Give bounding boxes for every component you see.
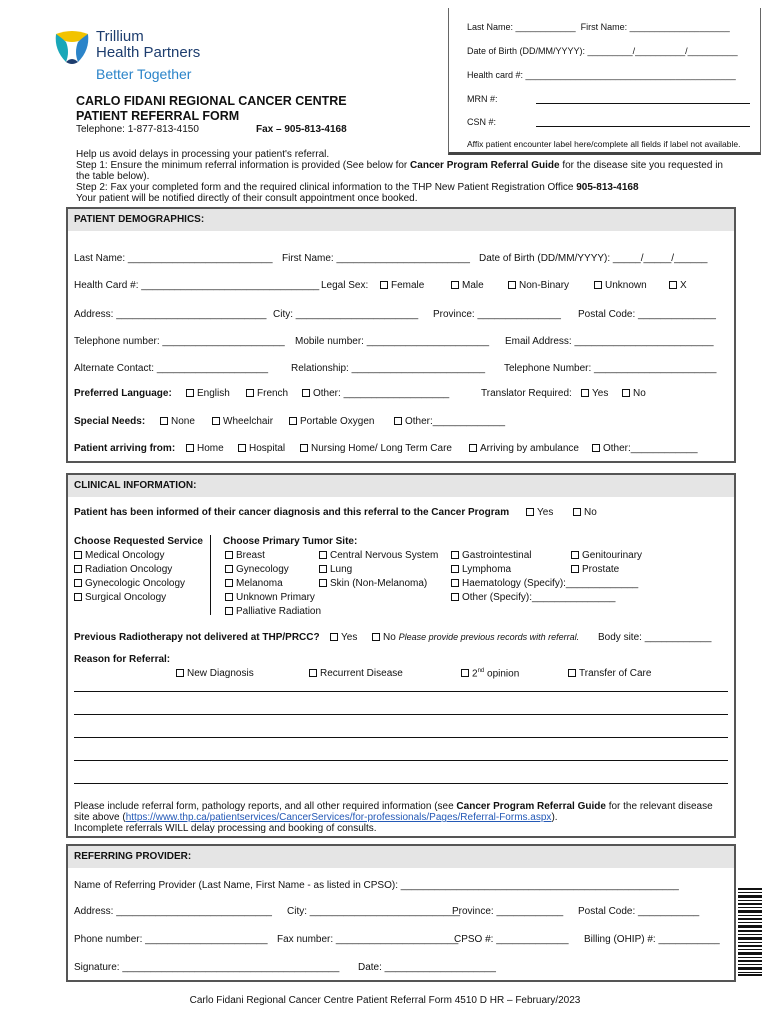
legal-sex-label: Legal Sex: (321, 280, 369, 291)
last-name-field[interactable]: Last Name: __________________________ (74, 253, 273, 264)
provider-billing-field[interactable]: Billing (OHIP) #: ___________ (584, 934, 720, 945)
tumor-gi-checkbox[interactable]: Gastrointestinal (451, 550, 531, 561)
reason-line-1[interactable] (74, 691, 728, 692)
informed-no-checkbox[interactable]: No (573, 507, 597, 518)
reason-transfer-checkbox[interactable]: Transfer of Care (568, 668, 651, 679)
section-title: REFERRING PROVIDER: (68, 846, 734, 868)
clinical-information-section (66, 473, 736, 838)
lang-other-checkbox[interactable]: Other: ___________________ (302, 388, 449, 399)
reason-line-5[interactable] (74, 783, 728, 784)
logo-wordmark (96, 29, 200, 61)
arrive-other-checkbox[interactable]: Other:____________ (592, 443, 698, 454)
tumor-melanoma-checkbox[interactable]: Melanoma (225, 578, 283, 589)
tumor-lung-checkbox[interactable]: Lung (319, 564, 352, 575)
provider-postal-field[interactable]: Postal Code: ___________ (578, 906, 700, 917)
label-mrn[interactable]: MRN #: (467, 94, 750, 104)
postal-code-field[interactable]: Postal Code: ______________ (578, 309, 716, 320)
pref-lang-label: Preferred Language: (74, 388, 172, 399)
tumor-gu-checkbox[interactable]: Genitourinary (571, 550, 642, 561)
arriving-label: Patient arriving from: (74, 443, 176, 454)
alt-contact-field[interactable]: Alternate Contact: ____________________ (74, 363, 269, 374)
provider-phone-field[interactable]: Phone number: ______________________ (74, 934, 268, 945)
site-link-line: site above (https://www.thp.ca/patientservices/CancerServices/for-professionals/Pages/Referral-Forms.aspx). (74, 812, 558, 823)
reason-line-3[interactable] (74, 737, 728, 738)
tumor-lymphoma-checkbox[interactable]: Lymphoma (451, 564, 511, 575)
patient-demographics-section (66, 207, 736, 463)
special-needs-label: Special Needs: (74, 416, 146, 427)
tumor-skin-checkbox[interactable]: Skin (Non-Melanoma) (319, 578, 427, 589)
section-title: PATIENT DEMOGRAPHICS: (68, 209, 734, 231)
provider-city-field[interactable]: City: ___________________________ (287, 906, 460, 917)
telephone-text: Telephone: 1-877-813-4150 (76, 124, 199, 135)
health-card-field[interactable]: Health Card #: ________________________________ (74, 280, 320, 291)
service-gynecologic-checkbox[interactable]: Gynecologic Oncology (74, 578, 185, 589)
reason-label: Reason for Referral: (74, 654, 171, 665)
sex-female-checkbox[interactable]: Female (380, 280, 424, 291)
tumor-palliative-checkbox[interactable]: Palliative Radiation (225, 606, 321, 617)
needs-none-checkbox[interactable]: None (160, 416, 195, 427)
provider-date-field[interactable]: Date: ____________________ (358, 962, 496, 973)
label-health-card[interactable]: Health card #: __________________________________________ (467, 70, 736, 80)
instructions-step2: Step 2: Fax your completed form and the required clinical information to the THP New Patient Registration Office 905-813-4168 (76, 182, 639, 193)
service-divider (210, 535, 211, 615)
lang-french-checkbox[interactable]: French (246, 388, 288, 399)
arrive-ambulance-checkbox[interactable]: Arriving by ambulance (469, 443, 579, 454)
instructions-line1: Help us avoid delays in processing your patient's referral. (76, 149, 330, 160)
sex-male-checkbox[interactable]: Male (451, 280, 484, 291)
include-note: Please include referral form, pathology reports, and all other required information (see Cancer Program Referral Guide for the relevant disease (74, 801, 713, 812)
prev-rt-question: Previous Radiotherapy not delivered at THP/PRCC? (74, 632, 320, 643)
relationship-field[interactable]: Relationship: ________________________ (291, 363, 486, 374)
logo-line2: Health Partners (96, 44, 201, 61)
provider-fax-field[interactable]: Fax number: ______________________ (277, 934, 459, 945)
tumor-unknown-checkbox[interactable]: Unknown Primary (225, 592, 315, 603)
alt-phone-field[interactable]: Telephone Number: ______________________ (504, 363, 717, 374)
informed-question: Patient has been informed of their cancer diagnosis and this referral to the Cancer Program (74, 507, 510, 518)
service-radiation-checkbox[interactable]: Radiation Oncology (74, 564, 172, 575)
trillium-logo-mark (52, 28, 92, 71)
tumor-gynecology-checkbox[interactable]: Gynecology (225, 564, 289, 575)
tumor-heading: Choose Primary Tumor Site: (223, 536, 358, 547)
provider-signature-field[interactable]: Signature: _______________________________________ (74, 962, 340, 973)
needs-wheelchair-checkbox[interactable]: Wheelchair (212, 416, 273, 427)
reason-recurrent-checkbox[interactable]: Recurrent Disease (309, 668, 403, 679)
label-affix-note: Affix patient encounter label here/complete all fields if label not available. (467, 139, 741, 149)
provider-cpso-field[interactable]: CPSO #: _____________ (454, 934, 569, 945)
fax-text: Fax – 905-813-4168 (256, 124, 347, 135)
prev-rt-yes-checkbox[interactable]: Yes (330, 632, 357, 643)
footer-text: Carlo Fidani Regional Cancer Centre Patient Referral Form 4510 D HR – February/2023 (189, 995, 581, 1006)
referring-provider-section (66, 844, 736, 982)
provider-name-field[interactable]: Name of Referring Provider (Last Name, First Name - as listed in CPSO): __________________________________________________ (74, 880, 679, 891)
address-field[interactable]: Address: ___________________________ (74, 309, 267, 320)
tumor-prostate-checkbox[interactable]: Prostate (571, 564, 619, 575)
needs-oxygen-checkbox[interactable]: Portable Oxygen (289, 416, 375, 427)
sex-nonbinary-checkbox[interactable]: Non-Binary (508, 280, 569, 291)
instructions-step1: Step 1: Ensure the minimum referral information is provided (See below for Cancer Program Referral Guide for the disease site you requested in the table below). (76, 160, 723, 182)
logo-line1: Trillium (96, 28, 144, 45)
province-field[interactable]: Province: _______________ (433, 309, 561, 320)
arrive-nursing-checkbox[interactable]: Nursing Home/ Long Term Care (300, 443, 452, 454)
centre-name: CARLO FIDANI REGIONAL CANCER CENTRE (76, 94, 347, 108)
barcode (738, 888, 762, 976)
city-field[interactable]: City: ______________________ (273, 309, 419, 320)
mobile-field[interactable]: Mobile number: ______________________ (295, 336, 490, 347)
form-name: PATIENT REFERRAL FORM (76, 109, 240, 123)
service-heading: Choose Requested Service (74, 536, 203, 547)
label-csn[interactable]: CSN #: (467, 117, 750, 127)
translator-yes-checkbox[interactable]: Yes (581, 388, 608, 399)
instructions (76, 149, 736, 204)
reason-line-4[interactable] (74, 760, 728, 761)
dob-field[interactable]: Date of Birth (DD/MM/YYYY): _____/_____/______ (479, 253, 708, 264)
translator-no-checkbox[interactable]: No (622, 388, 646, 399)
needs-other-checkbox[interactable]: Other:_____________ (394, 416, 505, 427)
tumor-cns-checkbox[interactable]: Central Nervous System (319, 550, 438, 561)
provider-address-field[interactable]: Address: ____________________________ (74, 906, 272, 917)
section-title: CLINICAL INFORMATION: (68, 475, 734, 497)
tumor-haematology-checkbox[interactable]: Haematology (Specify):_____________ (451, 578, 638, 589)
label-dob[interactable]: Date of Birth (DD/MM/YYYY): _________/__________/__________ (467, 46, 738, 56)
arrive-home-checkbox[interactable]: Home (186, 443, 224, 454)
telephone-field[interactable]: Telephone number: ______________________ (74, 336, 285, 347)
prev-rt-no-checkbox[interactable]: No Please provide previous records with referral. (372, 632, 579, 643)
tumor-breast-checkbox[interactable]: Breast (225, 550, 265, 561)
instructions-line4: Your patient will be notified directly of their consult appointment once booked. (76, 193, 418, 204)
sex-unknown-checkbox[interactable]: Unknown (594, 280, 647, 291)
email-field[interactable]: Email Address: _________________________ (505, 336, 714, 347)
reason-second-opinion-checkbox[interactable]: 2nd opinion (461, 668, 519, 679)
incomplete-note: Incomplete referrals WILL delay processing and booking of consults. (74, 823, 377, 834)
service-medical-checkbox[interactable]: Medical Oncology (74, 550, 164, 561)
lang-english-checkbox[interactable]: English (186, 388, 230, 399)
first-name-field[interactable]: First Name: ________________________ (282, 253, 470, 264)
sex-x-checkbox[interactable]: X (669, 280, 687, 291)
label-last-first[interactable]: Last Name: ____________ First Name: ____________________ (467, 22, 730, 32)
translator-label: Translator Required: (481, 388, 572, 399)
body-site-field[interactable]: Body site: ____________ (598, 632, 712, 643)
arrive-hospital-checkbox[interactable]: Hospital (238, 443, 285, 454)
tumor-other-checkbox[interactable]: Other (Specify):_______________ (451, 592, 615, 603)
patient-label-box (448, 8, 761, 155)
service-surgical-checkbox[interactable]: Surgical Oncology (74, 592, 166, 603)
form-title (76, 94, 347, 124)
referral-forms-link[interactable]: https://www.thp.ca/patientservices/CancerServices/for-professionals/Pages/Referral-Forms.aspx (125, 812, 552, 823)
provider-province-field[interactable]: Province: ____________ (452, 906, 564, 917)
reason-line-2[interactable] (74, 714, 728, 715)
informed-yes-checkbox[interactable]: Yes (526, 507, 553, 518)
reason-new-dx-checkbox[interactable]: New Diagnosis (176, 668, 254, 679)
logo-tagline: Better Together (96, 66, 192, 82)
